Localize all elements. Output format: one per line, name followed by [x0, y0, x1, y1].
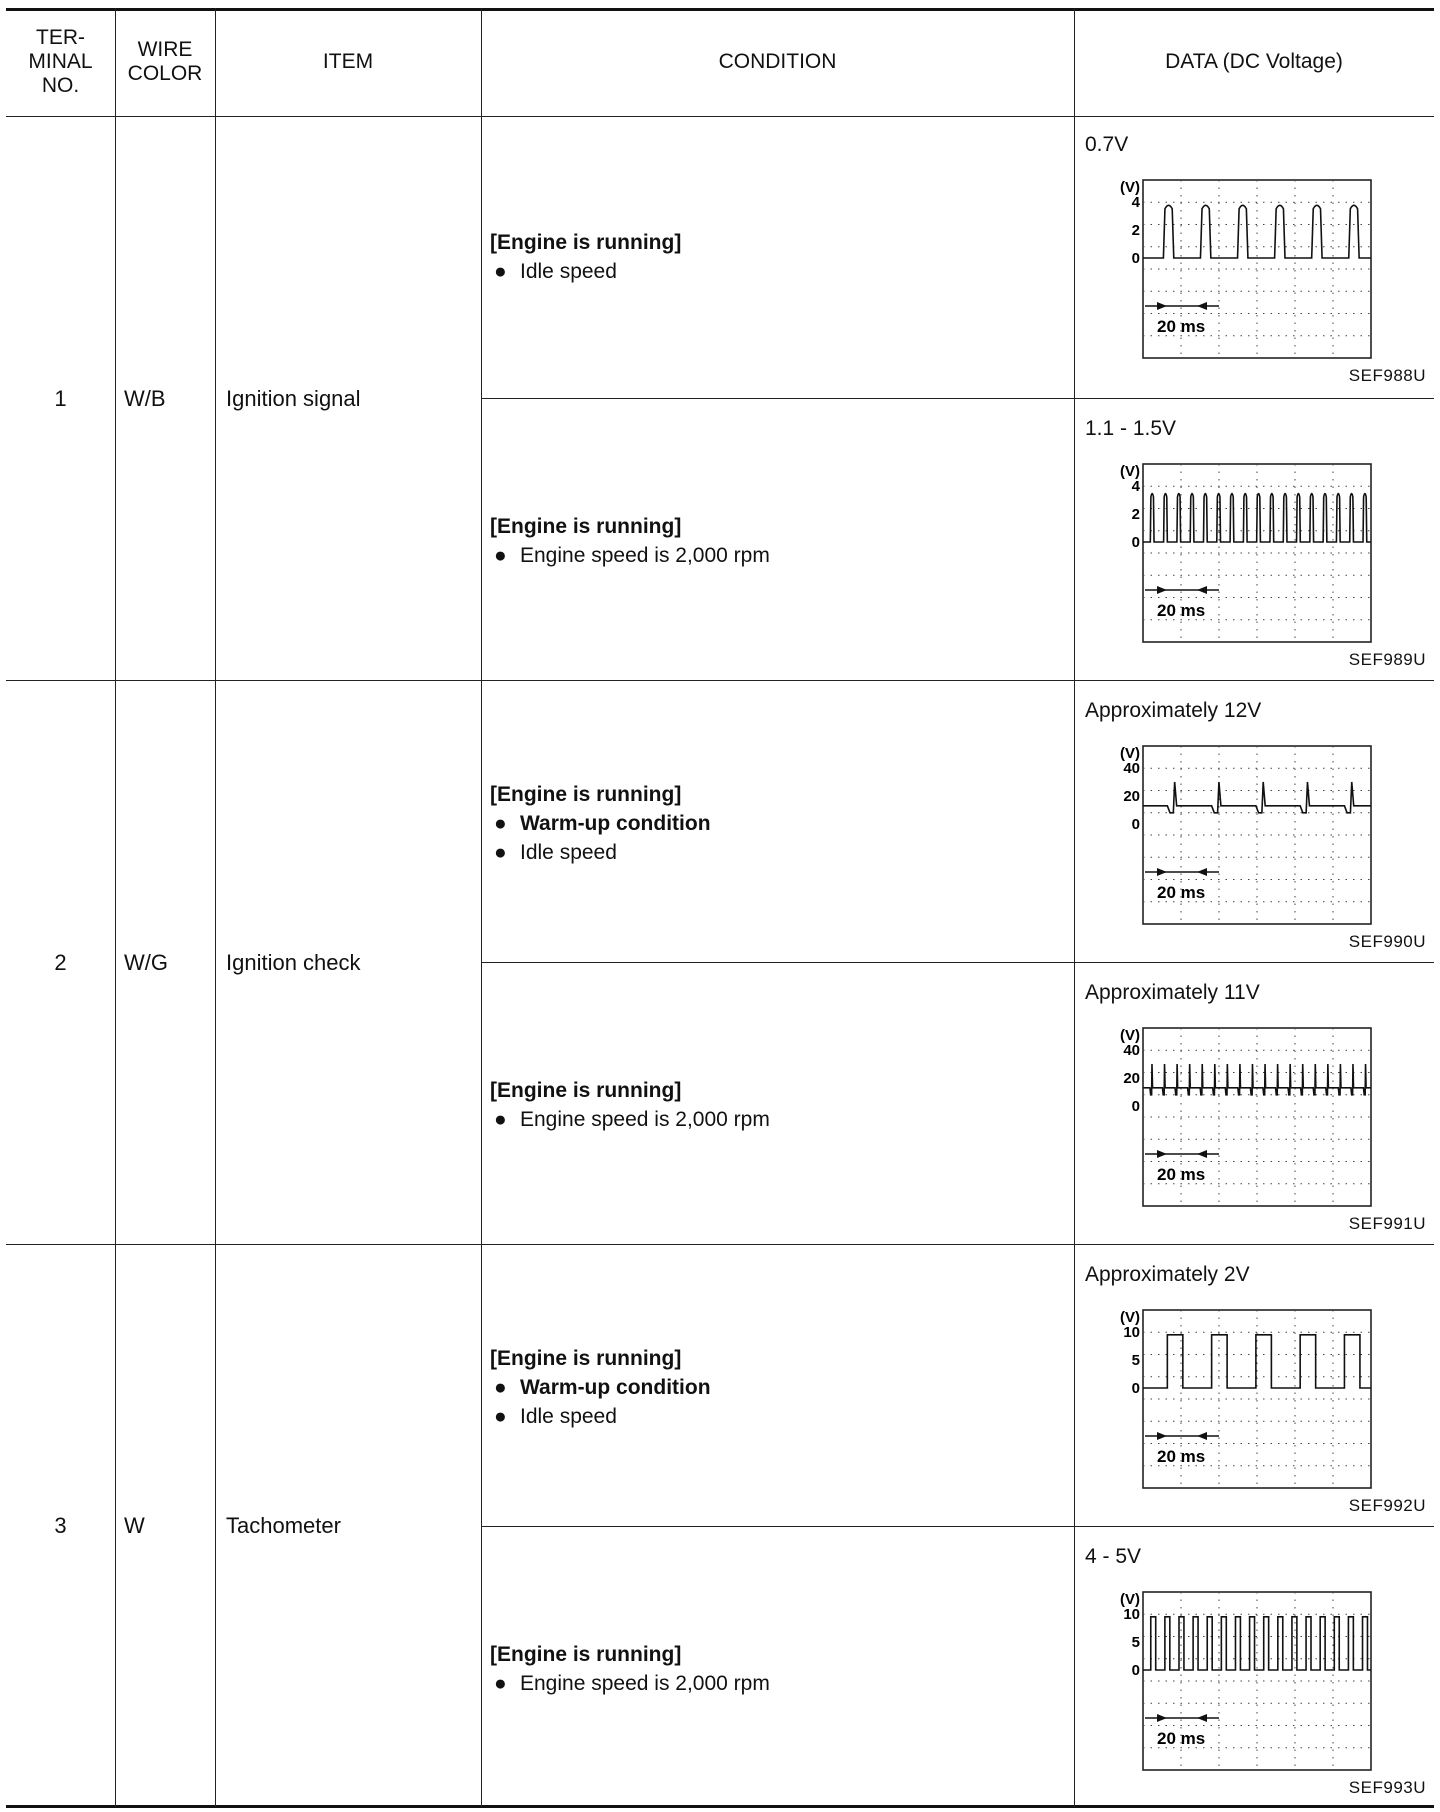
- waveform-line: [1143, 782, 1371, 813]
- time-marker-arrow-left: [1197, 1150, 1207, 1158]
- time-marker-arrow-right: [1157, 1150, 1167, 1158]
- waveform-line: [1143, 1335, 1371, 1388]
- time-marker-arrow-left: [1197, 586, 1207, 594]
- oscilloscope-chart: [1111, 1018, 1361, 1208]
- voltage-value: Approximately 12V: [1085, 699, 1262, 722]
- y-tick-label: 0: [1131, 534, 1140, 551]
- time-marker-label: 20 ms: [1157, 883, 1206, 902]
- voltage-value: Approximately 2V: [1085, 1263, 1250, 1286]
- y-tick-label: 0: [1131, 1662, 1140, 1679]
- figure-code: SEF992U: [1348, 1496, 1426, 1515]
- voltage-value: Approximately 11V: [1085, 981, 1260, 1004]
- y-axis-label: (V): [1120, 179, 1140, 196]
- waveform-line: [1143, 205, 1371, 258]
- bullet-icon: ●: [494, 812, 507, 835]
- condition-heading: [Engine is running]: [490, 231, 682, 254]
- y-axis-label: (V): [1120, 463, 1140, 480]
- oscilloscope-chart: [1111, 736, 1361, 926]
- column-divider-4: [1074, 8, 1075, 1807]
- condition-block: [490, 1344, 711, 1431]
- time-marker-arrow-right: [1157, 868, 1167, 876]
- condition-item: ● Warm-up condition: [490, 1373, 711, 1402]
- terminal-number: 3: [54, 1513, 67, 1538]
- figure-code: SEF989U: [1348, 650, 1426, 669]
- item-name: Ignition check: [226, 950, 361, 975]
- waveform-line: [1143, 1617, 1371, 1670]
- condition-item: ● Engine speed is 2,000 rpm: [490, 1669, 770, 1698]
- bullet-icon: ●: [494, 260, 507, 283]
- oscilloscope-svg: [1111, 454, 1381, 654]
- y-tick-label: 10: [1123, 1606, 1140, 1623]
- bullet-icon: ●: [494, 841, 507, 864]
- oscilloscope-svg: [1111, 736, 1381, 936]
- y-tick-label: 5: [1131, 1352, 1140, 1369]
- bullet-icon: ●: [494, 1108, 507, 1131]
- y-axis-label: (V): [1120, 1591, 1140, 1608]
- condition-item: ● Idle speed: [490, 257, 681, 286]
- time-marker-arrow-left: [1197, 302, 1207, 310]
- y-tick-label: 0: [1131, 1098, 1140, 1115]
- time-marker-arrow-left: [1197, 868, 1207, 876]
- y-tick-label: 2: [1131, 222, 1140, 239]
- figure-code: SEF993U: [1348, 1778, 1426, 1797]
- oscilloscope-svg: [1111, 170, 1381, 370]
- header-terminal-no: TER- MINAL NO.: [28, 26, 93, 97]
- waveform-line: [1143, 1064, 1371, 1095]
- oscilloscope-svg: [1111, 1300, 1381, 1500]
- column-divider-1: [115, 8, 116, 1807]
- item-name: Tachometer: [226, 1513, 341, 1538]
- y-tick-label: 20: [1123, 1070, 1140, 1087]
- condition-item: ● Engine speed is 2,000 rpm: [490, 541, 770, 570]
- row-1-divider: [6, 680, 1434, 681]
- time-marker-arrow-right: [1157, 1432, 1167, 1440]
- condition-heading: [Engine is running]: [490, 783, 682, 806]
- time-marker-label: 20 ms: [1157, 1447, 1206, 1466]
- time-marker-label: 20 ms: [1157, 601, 1206, 620]
- condition-heading: [Engine is running]: [490, 1347, 682, 1370]
- bullet-icon: ●: [494, 1405, 507, 1428]
- terminal-number: 2: [54, 950, 67, 975]
- condition-item: ● Warm-up condition: [490, 809, 711, 838]
- condition-heading: [Engine is running]: [490, 1643, 682, 1666]
- condition-block: [490, 1640, 770, 1698]
- terminal-number: 1: [54, 386, 67, 411]
- column-divider-3: [481, 8, 482, 1807]
- bullet-icon: ●: [494, 1672, 507, 1695]
- y-tick-label: 40: [1123, 760, 1140, 777]
- time-marker-label: 20 ms: [1157, 1729, 1206, 1748]
- condition-heading: [Engine is running]: [490, 1079, 682, 1102]
- condition-item: ● Idle speed: [490, 838, 711, 867]
- y-tick-label: 40: [1123, 1042, 1140, 1059]
- y-tick-label: 4: [1131, 478, 1140, 495]
- condition-heading: [Engine is running]: [490, 515, 682, 538]
- time-marker-label: 20 ms: [1157, 1165, 1206, 1184]
- waveform-line: [1143, 494, 1371, 543]
- voltage-value: 1.1 - 1.5V: [1085, 417, 1177, 440]
- figure-code: SEF990U: [1348, 932, 1426, 951]
- row-2-divider: [6, 1244, 1434, 1245]
- condition-item: ● Idle speed: [490, 1402, 711, 1431]
- y-axis-label: (V): [1120, 1027, 1140, 1044]
- y-axis-label: (V): [1120, 745, 1140, 762]
- wire-color: W/G: [124, 950, 168, 975]
- header-data: DATA (DC Voltage): [1165, 50, 1343, 73]
- oscilloscope-svg: [1111, 1582, 1381, 1782]
- y-tick-label: 4: [1131, 194, 1140, 211]
- figure-code: SEF988U: [1348, 366, 1426, 385]
- y-tick-label: 0: [1131, 816, 1140, 833]
- wire-color: W: [124, 1513, 145, 1538]
- header-wire-color: WIRE COLOR: [127, 38, 203, 85]
- oscilloscope-svg: [1111, 1018, 1381, 1218]
- y-tick-label: 5: [1131, 1634, 1140, 1651]
- time-marker-arrow-right: [1157, 1714, 1167, 1722]
- voltage-value: 4 - 5V: [1085, 1545, 1142, 1568]
- oscilloscope-chart: [1111, 1300, 1361, 1490]
- header-condition: CONDITION: [718, 50, 837, 73]
- condition-block: [490, 780, 711, 867]
- y-tick-label: 0: [1131, 1380, 1140, 1397]
- item-name: Ignition signal: [226, 386, 361, 411]
- condition-item: ● Engine speed is 2,000 rpm: [490, 1105, 770, 1134]
- header-bottom-border: [6, 116, 1434, 117]
- oscilloscope-chart: [1111, 1582, 1361, 1772]
- condition-block: [490, 512, 770, 570]
- bullet-icon: ●: [494, 544, 507, 567]
- time-marker-arrow-left: [1197, 1714, 1207, 1722]
- wire-color: W/B: [124, 386, 166, 411]
- y-tick-label: 20: [1123, 788, 1140, 805]
- y-axis-label: (V): [1120, 1309, 1140, 1326]
- header-item: ITEM: [322, 50, 374, 73]
- time-marker-label: 20 ms: [1157, 317, 1206, 336]
- sub-row-divider-3: [481, 1526, 1434, 1527]
- y-tick-label: 0: [1131, 250, 1140, 267]
- oscilloscope-chart: [1111, 454, 1361, 644]
- y-tick-label: 10: [1123, 1324, 1140, 1341]
- sub-row-divider-2: [481, 962, 1434, 963]
- table-bottom-border: [6, 1805, 1434, 1808]
- terminal-data-table: [6, 8, 1434, 1808]
- condition-block: [490, 228, 681, 286]
- time-marker-arrow-left: [1197, 1432, 1207, 1440]
- time-marker-arrow-right: [1157, 302, 1167, 310]
- voltage-value: 0.7V: [1085, 133, 1129, 156]
- condition-block: [490, 1076, 770, 1134]
- bullet-icon: ●: [494, 1376, 507, 1399]
- time-marker-arrow-right: [1157, 586, 1167, 594]
- figure-code: SEF991U: [1348, 1214, 1426, 1233]
- sub-row-divider-1: [481, 398, 1434, 399]
- oscilloscope-chart: [1111, 170, 1361, 360]
- y-tick-label: 2: [1131, 506, 1140, 523]
- column-divider-2: [215, 8, 216, 1807]
